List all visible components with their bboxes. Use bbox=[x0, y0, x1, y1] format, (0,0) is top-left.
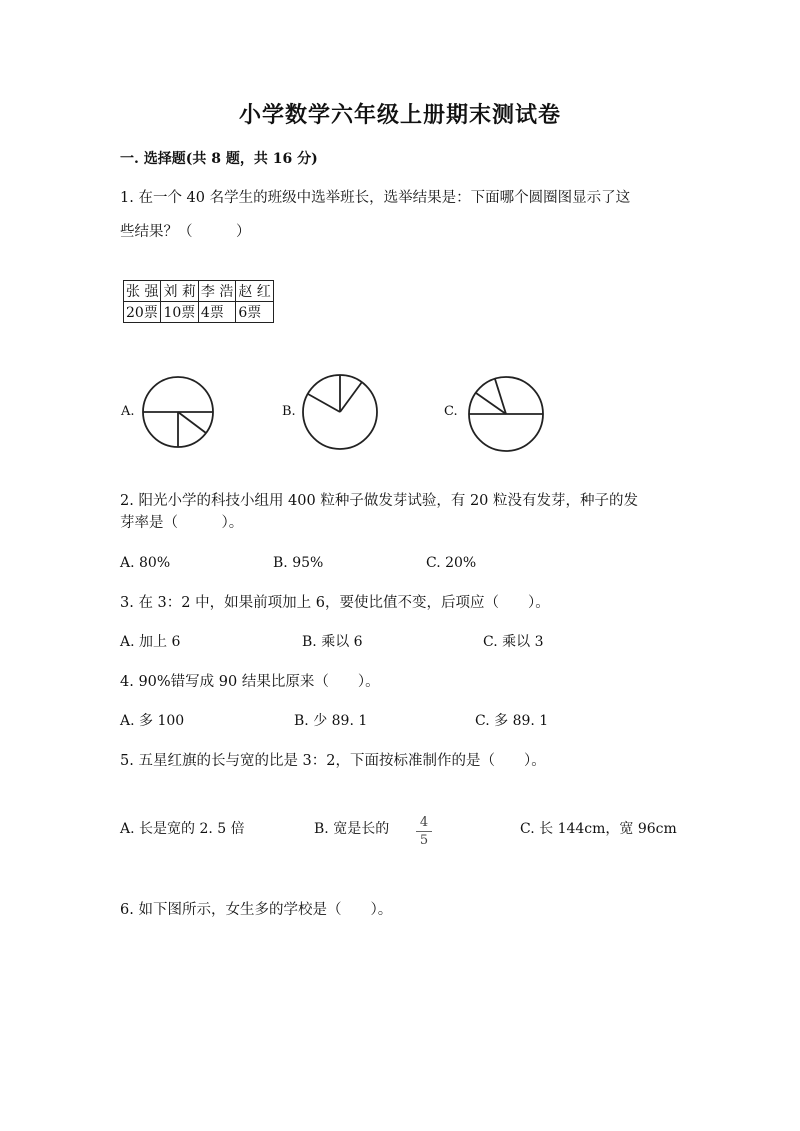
q3-option-c: C. 乘以 3 bbox=[483, 634, 544, 650]
q4-option-b: B. 少 89. 1 bbox=[294, 713, 368, 729]
q2-option-b: B. 95% bbox=[273, 555, 324, 571]
question-1-line-2: 些结果？（ ） bbox=[120, 224, 251, 240]
table-cell: 张 强 bbox=[124, 281, 161, 302]
vote-table bbox=[123, 280, 274, 323]
table-cell: 20票 bbox=[124, 302, 161, 323]
table-cell: 10票 bbox=[161, 302, 198, 323]
table-cell: 李 浩 bbox=[198, 281, 235, 302]
q2-option-a: A. 80% bbox=[120, 555, 171, 571]
fraction-four-fifths bbox=[414, 815, 434, 848]
q4-option-c: C. 多 89. 1 bbox=[475, 713, 549, 729]
q3-option-b: B. 乘以 6 bbox=[302, 634, 363, 650]
question-5: 5. 五星红旗的长与宽的比是 3：2，下面按标准制作的是（ ）。 bbox=[120, 753, 546, 769]
q2-option-c: C. 20% bbox=[426, 555, 477, 571]
q4-option-a: A. 多 100 bbox=[120, 713, 185, 729]
pie-chart-c bbox=[466, 374, 546, 454]
question-4: 4. 90%错写成 90 结果比原来（ ）。 bbox=[120, 674, 380, 690]
fraction-denominator: 5 bbox=[419, 833, 429, 848]
question-3: 3. 在 3：2 中，如果前项加上 6，要使比值不变，后项应（ ）。 bbox=[120, 595, 550, 611]
fraction-bar bbox=[416, 831, 432, 832]
table-row bbox=[124, 281, 274, 302]
option-a-label: A. bbox=[121, 404, 135, 419]
question-6: 6. 如下图所示，女生多的学校是（ ）。 bbox=[120, 902, 393, 918]
question-2-line-1: 2. 阳光小学的科技小组用 400 粒种子做发芽试验，有 20 粒没有发芽，种子的发 bbox=[120, 493, 639, 509]
table-cell: 4票 bbox=[198, 302, 235, 323]
question-1-line-1: 1. 在一个 40 名学生的班级中选举班长，选举结果是：下面哪个圆圈图显示了这 bbox=[120, 190, 631, 206]
fraction-numerator: 4 bbox=[419, 815, 429, 830]
option-c-label: C. bbox=[444, 404, 458, 419]
table-cell: 刘 莉 bbox=[161, 281, 198, 302]
section-heading: 一. 选择题(共 8 题，共 16 分) bbox=[120, 151, 318, 167]
table-row bbox=[124, 302, 274, 323]
pie-chart-a bbox=[140, 374, 216, 450]
table-cell: 赵 红 bbox=[236, 281, 273, 302]
table-cell: 6票 bbox=[236, 302, 273, 323]
q3-option-a: A. 加上 6 bbox=[120, 634, 181, 650]
q5-option-b: B. 宽是长的 bbox=[314, 821, 390, 837]
q5-option-c: C. 长 144cm，宽 96cm bbox=[520, 821, 677, 837]
pie-chart-b bbox=[300, 372, 380, 452]
question-2-line-2: 芽率是（ ）。 bbox=[120, 515, 244, 531]
option-b-label: B. bbox=[282, 404, 296, 419]
q5-option-a: A. 长是宽的 2. 5 倍 bbox=[120, 821, 245, 837]
page-title: 小学数学六年级上册期末测试卷 bbox=[238, 102, 561, 128]
